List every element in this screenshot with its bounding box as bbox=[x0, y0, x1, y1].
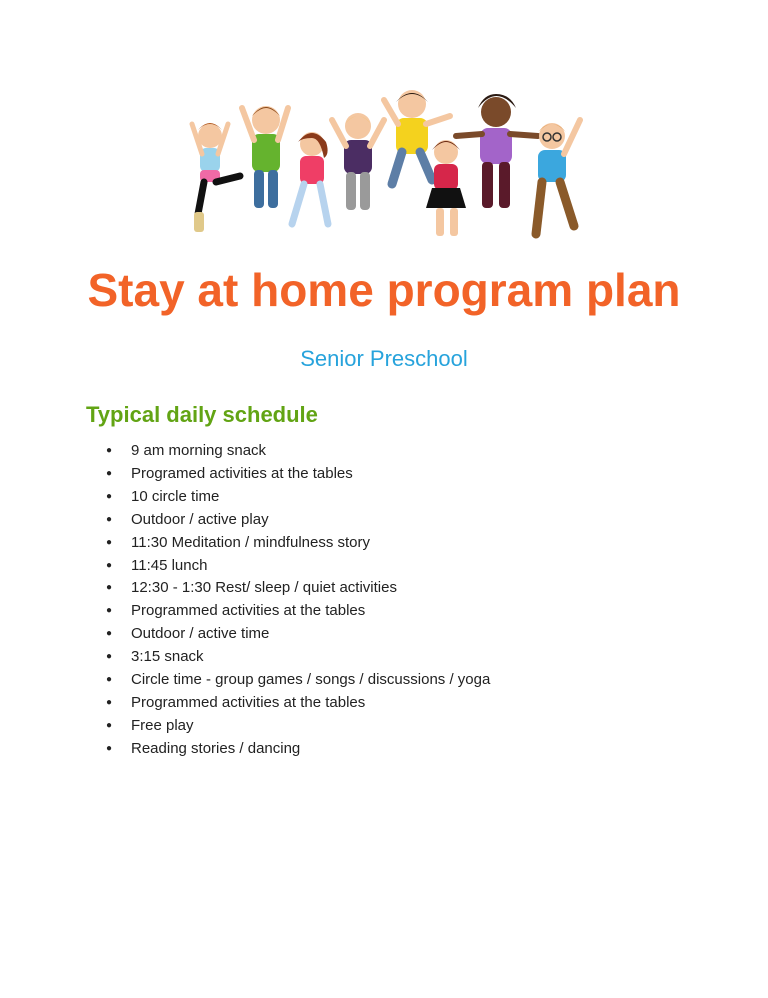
jumping-children-illustration bbox=[180, 84, 590, 249]
bullet-icon: ● bbox=[106, 490, 113, 502]
schedule-item-text: 3:15 snack bbox=[131, 648, 204, 666]
schedule-item-text: Free play bbox=[131, 716, 194, 734]
section-heading: Typical daily schedule bbox=[86, 402, 318, 427]
bullet-icon: ● bbox=[106, 696, 113, 708]
schedule-item-text: Programed activities at the tables bbox=[131, 464, 353, 482]
bullet-icon: ● bbox=[106, 742, 113, 754]
child-figure bbox=[242, 106, 288, 208]
bullet-icon: ● bbox=[106, 536, 113, 548]
bullet-icon: ● bbox=[106, 559, 113, 571]
list-item bbox=[106, 623, 490, 646]
child-figure bbox=[332, 113, 384, 210]
child-figure bbox=[426, 140, 466, 236]
list-item bbox=[106, 692, 490, 715]
schedule-item-text: Programmed activities at the tables bbox=[131, 602, 366, 620]
list-item bbox=[106, 440, 490, 463]
bullet-icon: ● bbox=[106, 467, 113, 479]
bullet-icon: ● bbox=[106, 719, 113, 731]
schedule-item-text: 11:30 Meditation / mindfulness story bbox=[131, 533, 371, 551]
schedule-item-text: 12:30 - 1:30 Rest/ sleep / quiet activities bbox=[131, 579, 397, 597]
schedule-item-text: Outdoor / active play bbox=[131, 510, 269, 528]
schedule-item-text: Reading stories / dancing bbox=[131, 739, 301, 757]
schedule-item-text: 11:45 lunch bbox=[131, 556, 208, 574]
bullet-icon: ● bbox=[106, 674, 113, 686]
bullet-icon: ● bbox=[106, 628, 113, 640]
child-figure bbox=[456, 94, 538, 208]
bullet-icon: ● bbox=[106, 605, 113, 617]
bullet-icon: ● bbox=[106, 651, 113, 663]
child-figure bbox=[192, 123, 240, 232]
page-subtitle: Senior Preschool bbox=[300, 346, 468, 371]
schedule-item-text: 9 am morning snack bbox=[131, 442, 267, 459]
list-item bbox=[106, 463, 490, 486]
list-item bbox=[106, 577, 490, 600]
list-item bbox=[106, 600, 490, 623]
list-item bbox=[106, 669, 490, 692]
schedule-item-text: 10 circle time bbox=[131, 487, 220, 505]
page-title: Stay at home program plan bbox=[87, 264, 681, 316]
list-item bbox=[106, 532, 490, 555]
bullet-icon: ● bbox=[106, 445, 113, 456]
list-item bbox=[106, 555, 490, 578]
child-figure bbox=[536, 120, 580, 234]
bullet-icon: ● bbox=[106, 582, 113, 594]
list-item bbox=[106, 646, 490, 669]
list-item bbox=[106, 509, 490, 532]
schedule-item-text: Circle time - group games / songs / discussions / yoga bbox=[131, 671, 491, 689]
schedule-item-text: Outdoor / active time bbox=[131, 625, 270, 643]
child-figure bbox=[292, 132, 328, 224]
bullet-icon: ● bbox=[106, 513, 113, 525]
schedule-item-text: Programmed activities at the tables bbox=[131, 693, 366, 711]
list-item bbox=[106, 738, 490, 761]
list-item bbox=[106, 715, 490, 738]
daily-schedule-list bbox=[106, 440, 490, 761]
list-item bbox=[106, 486, 490, 509]
